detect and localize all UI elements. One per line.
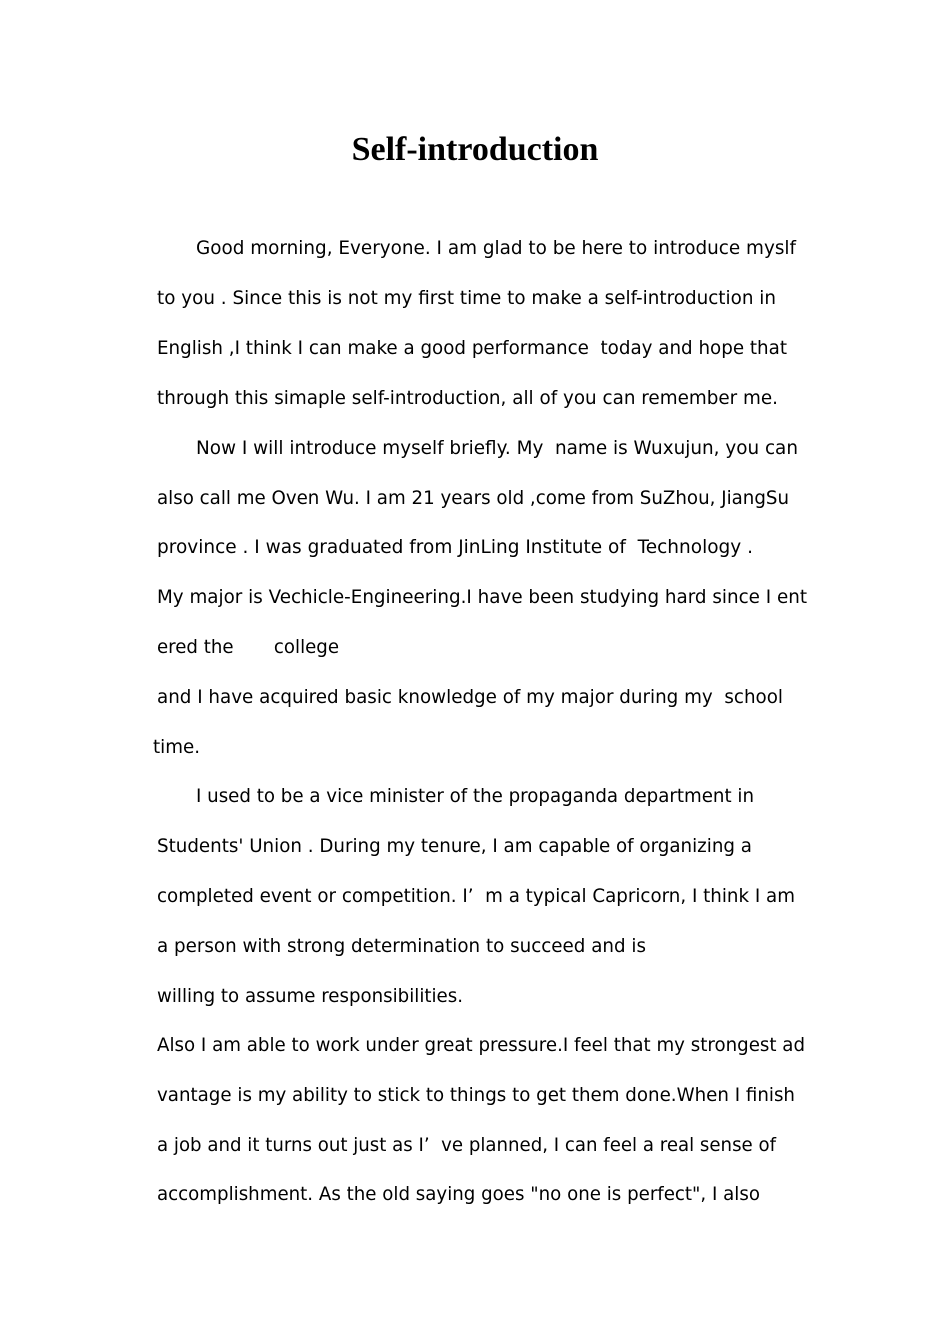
paragraph-line: a job and it turns out just as I’ ve planned, I can feel a real sense of [157,1134,776,1156]
paragraph-line: willing to assume responsibilities. [157,985,463,1007]
paragraph-line: accomplishment. As the old saying goes "no one is perfect", I also [157,1183,760,1205]
paragraph-line: Students' Union . During my tenure, I am capable of organizing a [157,835,752,857]
paragraph-line: province . I was graduated from JinLing Institute of Technology . [157,536,753,558]
paragraph-line: and I have acquired basic knowledge of my major during my school [157,686,784,708]
document-title: Self-introduction [351,131,599,168]
paragraph-line: also call me Oven Wu. I am 21 years old ,come from SuZhou, JiangSu [157,487,790,509]
paragraph-line: through this simaple self-introduction, all of you can remember me. [157,387,779,409]
paragraph-line: time. [153,736,201,758]
paragraph-line: Good morning, Everyone. I am glad to be here to introduce myslf [196,237,797,259]
paragraph-line: to you . Since this is not my first time to make a self-introduction in [157,287,777,309]
paragraph-line: English ,I think I can make a good performance today and hope that [157,337,787,359]
paragraph-line: My major is Vechicle-Engineering.I have been studying hard since I ent [157,586,808,608]
paragraph-line: completed event or competition. I’ m a typical Capricorn, I think I am [157,885,795,907]
paragraph-line: vantage is my ability to stick to things to get them done.When I finish [157,1084,795,1106]
paragraph-line: I used to be a vice minister of the propaganda department in [196,785,754,807]
paragraph-line: a person with strong determination to succeed and is [157,935,647,957]
paragraph-line: ered the college [157,636,340,658]
paragraph-line: Now I will introduce myself briefly. My name is Wuxujun, you can [196,437,798,459]
paragraph-line: Also I am able to work under great pressure.I feel that my strongest ad [157,1034,806,1056]
